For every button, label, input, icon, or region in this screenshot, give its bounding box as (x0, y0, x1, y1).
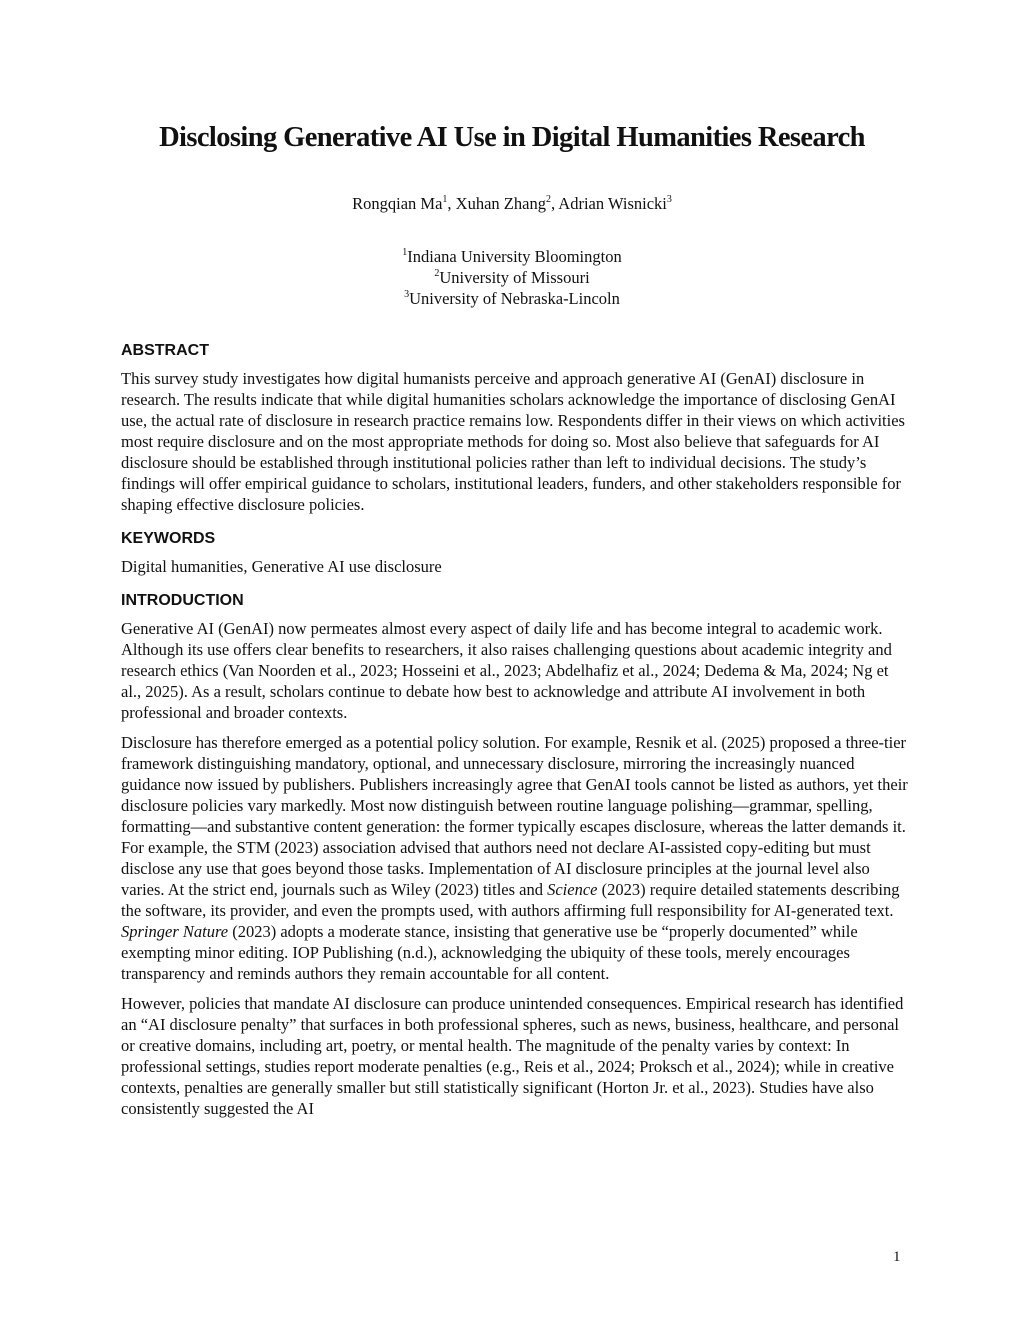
introduction-section (121, 590, 911, 1119)
paper-body (121, 340, 911, 1119)
affiliation (0, 246, 1024, 267)
paper-title: Disclosing Generative AI Use in Digital Humanities Research (159, 122, 865, 153)
paragraph-text: (2023) adopts a moderate stance, insisting that generative use be “properly documented” while exempting minor editing. IOP Publishing (n.d.), acknowledging the ubiquity of these tools, merely encourages transparency and reminds authors they remain accountable for all content. (121, 922, 858, 983)
introduction-paragraph-2 (121, 732, 911, 984)
journal-name-science: Science (547, 880, 598, 899)
author-list (0, 193, 1024, 215)
affiliation-list (0, 246, 1024, 309)
affiliation-superscript: 2 (434, 267, 440, 279)
keywords-text: Digital humanities, Generative AI use disclosure (121, 557, 442, 576)
introduction-paragraph-3: However, policies that mandate AI disclosure can produce unintended consequences. Empirical research has identified an “AI disclosure penalty” that surfaces in both professional spheres, such as news, business, healthcare, and personal or creative domains, including art, poetry, or mental health. The magnitude of the penalty varies by context: In professional settings, studies report moderate penalties (e.g., Reis et al., 2024; Proksch et al., 2024); while in creative contexts, penalties are generally smaller but still statistically significant (Horton Jr. et al., 2023). Studies have also consistently suggested the AI (121, 994, 904, 1118)
author-separator: , (550, 194, 559, 213)
author-superscript: 2 (545, 193, 551, 205)
affiliation-name: Indiana University Bloomington (407, 247, 622, 266)
author-separator: , (447, 194, 456, 213)
page-number: 1 (893, 1249, 901, 1265)
affiliation-name: University of Missouri (439, 268, 590, 287)
affiliation-superscript: 3 (404, 288, 410, 300)
introduction-heading: INTRODUCTION (121, 592, 244, 609)
affiliation-name: University of Nebraska-Lincoln (409, 289, 620, 308)
affiliation-superscript: 1 (402, 246, 408, 258)
abstract-heading: ABSTRACT (121, 342, 209, 359)
affiliation (0, 267, 1024, 288)
affiliation (0, 288, 1024, 309)
author-name: Xuhan Zhang (455, 194, 546, 213)
author-superscript: 3 (666, 193, 672, 205)
abstract-section (121, 340, 911, 515)
journal-name-springer-nature: Springer Nature (121, 922, 229, 941)
abstract-text: This survey study investigates how digital humanists perceive and approach generative AI (GenAI) disclosure in research. The results indicate that while digital humanities scholars acknowledge the importance of disclosing GenAI use, the actual rate of disclosure in research practice remains low. Respondents differ in their views on which activities most require disclosure and on the most appropriate methods for doing so. Most also believe that safeguards for AI disclosure should be established through institutional policies rather than left to individual decisions. The study’s findings will offer empirical guidance to scholars, institutional leaders, funders, and other stakeholders responsible for shaping effective disclosure policies. (121, 369, 905, 514)
author-superscript: 1 (442, 193, 448, 205)
paragraph-text: Disclosure has therefore emerged as a potential policy solution. For example, Resnik et al. (2025) proposed a three-tier framework distinguishing mandatory, optional, and unnecessary disclosure, mirroring the increasingly nuanced guidance now issued by publishers. Publishers increasingly agree that GenAI tools cannot be listed as authors, yet their disclosure policies vary markedly. Most now distinguish between routine language polishing—grammar, spelling, formatting—and substantive content generation: the former typically escapes disclosure, whereas the latter demands it. For example, the STM (2023) association advised that authors need not declare AI-assisted copy-editing but must disclose any use that goes beyond those tasks. Implementation of AI disclosure principles at the journal level also varies. At the strict end, journals such as Wiley (2023) titles and (121, 733, 908, 899)
paragraph-text: (2023) require detailed statements describing the software, its provider, and even the prompts used, with authors affirming full responsibility for AI-generated text. (121, 880, 900, 920)
author-name: Adrian Wisnicki (558, 194, 667, 213)
keywords-heading: KEYWORDS (121, 530, 216, 547)
keywords-section (121, 528, 911, 577)
introduction-paragraph-1: Generative AI (GenAI) now permeates almost every aspect of daily life and has become integral to academic work. Although its use offers clear benefits to researchers, it also raises challenging questions about academic integrity and research ethics (Van Noorden et al., 2023; Hosseini et al., 2023; Abdelhafiz et al., 2024; Dedema & Ma, 2024; Ng et al., 2025). As a result, scholars continue to debate how best to acknowledge and attribute AI involvement in both professional and broader contexts. (121, 619, 892, 722)
author-name: Rongqian Ma (352, 194, 443, 213)
